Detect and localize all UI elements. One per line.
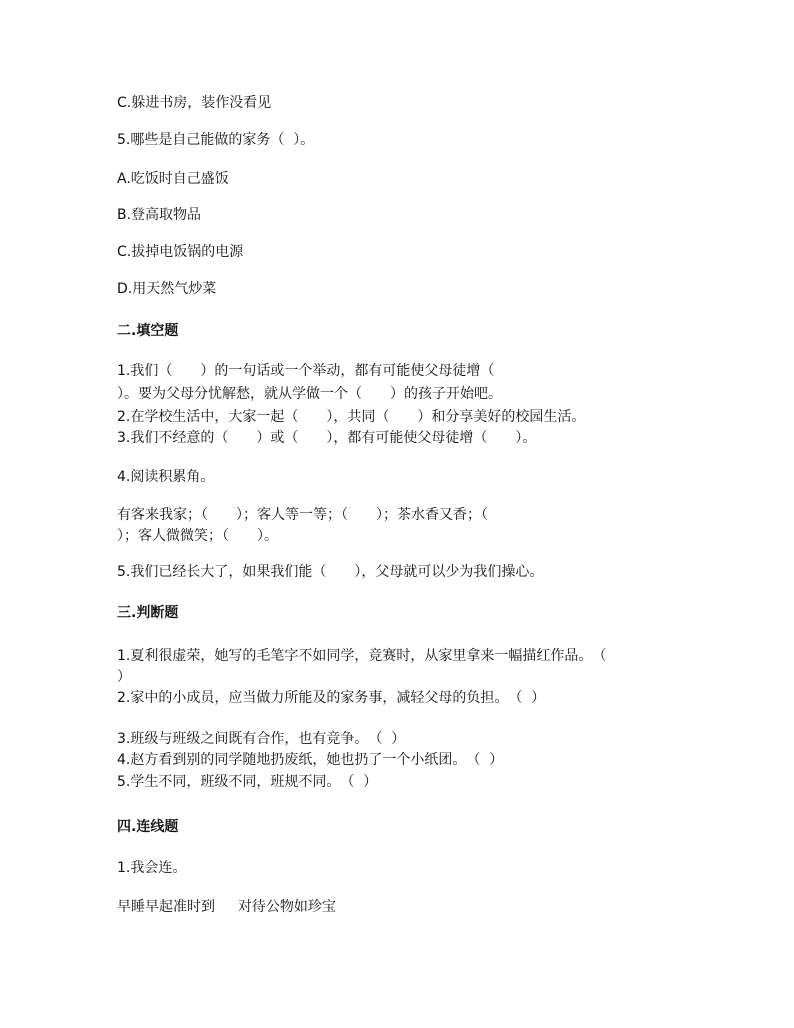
judge-q3: 3.班级与班级之间既有合作，也有竞争。 （ ） xyxy=(117,731,406,747)
judge-q1-line1: 1.夏利很虚荣，她写的毛笔字不如同学，竞赛时，从家里拿来一幅描红作品。 （ xyxy=(117,648,607,664)
fill-q4-stem: 4.阅读积累角。 xyxy=(117,469,215,485)
match-q1-stem: 1.我会连。 xyxy=(117,860,187,876)
judge-section-heading: 三.判断题 xyxy=(117,605,179,621)
fill-q4-line1: 有客来我家；（ ）；客人等一等；（ ）；茶水香又香；（ xyxy=(117,507,516,523)
match-section-heading: 四.连线题 xyxy=(117,819,179,835)
q5-stem: 5.哪些是自己能做的家务（ ）。 xyxy=(117,132,315,148)
judge-q5: 5.学生不同，班级不同，班规不同。 （ ） xyxy=(117,774,378,790)
q5-option-c: C.拔掉电饭锅的电源 xyxy=(117,244,244,260)
fill-q4-line2: ）；客人微微笑；（ ）。 xyxy=(117,528,278,544)
q5-option-a: A.吃饭时自己盛饭 xyxy=(117,171,229,187)
fill-section-heading: 二.填空题 xyxy=(117,323,179,339)
fill-q3: 3.我们不经意的（ ）或（ ），都有可能使父母徒增（ ）。 xyxy=(117,430,537,446)
fill-q2: 2.在学校生活中，大家一起（ ），共同（ ）和分享美好的校园生活。 xyxy=(117,409,586,425)
judge-q2: 2.家中的小成员，应当做力所能及的家务事，减轻父母的负担。 （ ） xyxy=(117,690,546,706)
judge-q4: 4.赵方看到别的同学随地扔废纸，她也扔了一个小纸团。 （ ） xyxy=(117,752,504,768)
fill-q1-line1: 1.我们（ ）的一句话或一个举动，都有可能使父母徒增（ xyxy=(117,363,523,379)
q5-option-d: D.用天然气炒菜 xyxy=(117,281,217,297)
judge-q1-line2: ） xyxy=(117,669,131,685)
q5-option-b: B.登高取物品 xyxy=(117,207,202,223)
fill-q1-line2: ）。要为父母分忧解愁，就从学做一个（ ）的孩子开始吧。 xyxy=(117,386,502,402)
fill-q5: 5.我们已经长大了，如果我们能（ ），父母就可以少为我们操心。 xyxy=(117,564,544,580)
match-q1-row1: 早睡早起准时到 对待公物如珍宝 xyxy=(117,899,336,915)
q4-option-c: C.躲进书房，装作没看见 xyxy=(117,95,272,111)
